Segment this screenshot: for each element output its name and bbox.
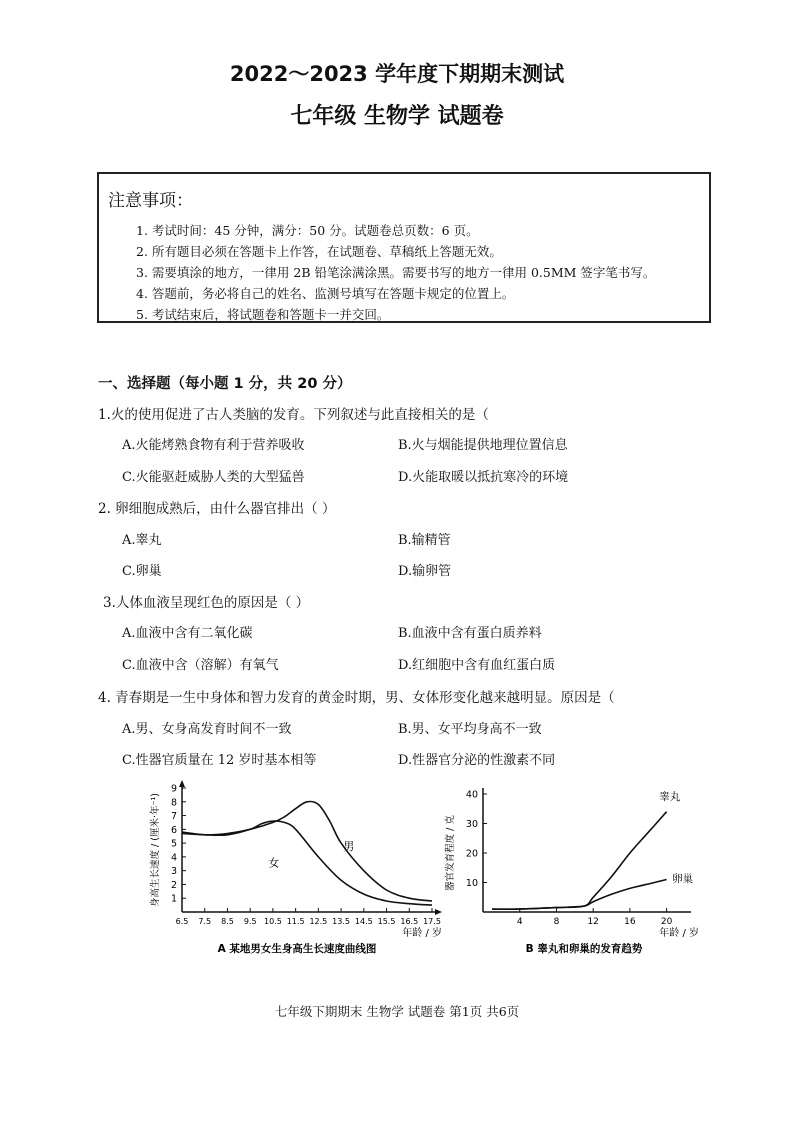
question-stem: 2. 卵细胞成熟后，由什么器官排出（ ）	[98, 501, 336, 517]
question-stem: 3.人体血液呈现红色的原因是（ ）	[103, 595, 310, 611]
x-tick-label: 11.5	[286, 917, 305, 926]
y-tick-label: 7	[170, 811, 177, 823]
option-b: B.男、女平均身高不一致	[398, 722, 542, 737]
chart-gonad-development	[435, 778, 705, 963]
notice-item: 2. 所有题目必须在答题卡上作答，在试题卷、草稿纸上答题无效。	[136, 244, 502, 259]
notice-title: 注意事项：	[108, 191, 193, 211]
notice-item: 5. 考试结束后，将试题卷和答题卡一并交回。	[136, 307, 390, 322]
x-tick-label: 13.5	[332, 917, 350, 926]
notice-list	[136, 220, 655, 325]
x-tick-label: 7.5	[198, 917, 212, 926]
option-a: A.睾丸	[122, 533, 162, 548]
option-d: D.红细胞中含有血红蛋白质	[398, 658, 556, 673]
series-line-testis	[492, 812, 666, 909]
x-tick-label: 14.5	[354, 917, 373, 926]
y-tick-label: 8	[170, 797, 177, 809]
y-tick-label: 30	[465, 819, 478, 830]
notice-item: 1. 考试时间：45 分钟，满分：50 分。试题卷总页数：6 页。	[136, 223, 479, 238]
x-tick-label: 10.5	[264, 917, 282, 926]
page-footer: 七年级下期期末 生物学 试题卷 第1页 共6页	[274, 1004, 520, 1019]
option-b: B.血液中含有蛋白质养料	[398, 626, 542, 641]
y-axis-title: 器官发育程度 / 克	[445, 815, 456, 891]
exam-title: 2022～2023 学年度下期期末测试	[229, 62, 565, 86]
y-tick-label: 3	[170, 866, 177, 878]
exam-subtitle: 七年级 生物学 试题卷	[290, 104, 504, 129]
y-tick-label: 6	[170, 824, 177, 836]
series-label-testis: 睾丸	[659, 790, 681, 803]
option-d: D.性器官分泌的性激素不同	[398, 753, 556, 768]
y-tick-label: 40	[465, 789, 478, 801]
y-tick-label: 2	[170, 879, 177, 891]
option-a: A.火能烤熟食物有利于营养吸收	[122, 438, 305, 453]
option-c: C.火能驱赶威胁人类的大型猛兽	[122, 470, 305, 485]
option-b: B.火与烟能提供地理位置信息	[398, 438, 568, 453]
option-a: A.男、女身高发育时间不一致	[122, 722, 292, 737]
x-tick-label: 17.5	[423, 917, 441, 926]
notice-item: 4. 答题前，务必将自己的姓名、监测号填写在答题卡规定的位置上。	[136, 286, 515, 301]
section-title: 一、选择题（每小题 1 分，共 20 分）	[98, 376, 352, 392]
notice-item: 3. 需要填涂的地方，一律用 2B 铅笔涂满涂黑。需要书写的地方一律用 0.5MM 签字笔书写。	[136, 265, 656, 280]
chart-growth-speed	[140, 778, 450, 963]
x-tick-label: 16.5	[400, 917, 419, 926]
series-label-female: 女	[268, 856, 280, 870]
chart-title: B 睾丸和卵巢的发育趋势	[525, 943, 643, 955]
x-tick-label: 4	[516, 917, 523, 927]
x-tick-label: 15.5	[377, 917, 396, 926]
x-tick-label: 20	[660, 917, 673, 927]
notice-box	[97, 172, 711, 323]
y-tick-label: 10	[465, 878, 478, 889]
y-axis-arrow	[179, 780, 185, 787]
series-line-male	[182, 801, 432, 901]
x-tick-label: 8	[553, 917, 560, 927]
question-stem: 4. 青春期是一生中身体和智力发育的黄金时期，男、女体形变化越来越明显。原因是（	[98, 690, 615, 706]
x-axis-title: 年龄 / 岁	[402, 928, 442, 939]
series-label-ovary: 卵巢	[672, 872, 694, 885]
x-tick-label: 9.5	[243, 917, 257, 926]
x-tick-label: 8.5	[221, 917, 234, 926]
y-tick-label: 20	[465, 848, 478, 860]
y-axis-title: 身高生长速度 / (厘米·年⁻¹)	[150, 793, 161, 907]
x-tick-label: 6.5	[175, 917, 189, 926]
option-a: A.血液中含有二氧化碳	[122, 626, 253, 641]
x-tick-label: 16	[624, 917, 636, 927]
option-c: C.卵巢	[122, 564, 162, 579]
x-axis-title: 年龄 / 岁	[659, 928, 699, 939]
option-d: D.火能取暖以抵抗寒冷的环境	[398, 470, 569, 485]
x-tick-label: 12.5	[309, 917, 328, 926]
option-d: D.输卵管	[398, 564, 452, 579]
option-c: C.性器官质量在 12 岁时基本相等	[122, 753, 317, 768]
y-tick-label: 4	[170, 852, 177, 864]
option-b: B.输精管	[398, 533, 451, 548]
option-c: C.血液中含（溶解）有氧气	[122, 658, 279, 673]
series-line-ovary	[492, 880, 666, 910]
question-stem: 1.火的使用促进了古人类脑的发育。下列叙述与此直接相关的是（	[98, 407, 489, 423]
x-tick-label: 12	[587, 917, 599, 927]
y-tick-label: 5	[170, 838, 177, 850]
chart-title: A 某地男女生身高生长速度曲线图	[217, 943, 377, 955]
y-tick-label: 9	[170, 783, 177, 795]
series-label-male: 男	[343, 840, 355, 853]
y-tick-label: 1	[170, 893, 177, 905]
